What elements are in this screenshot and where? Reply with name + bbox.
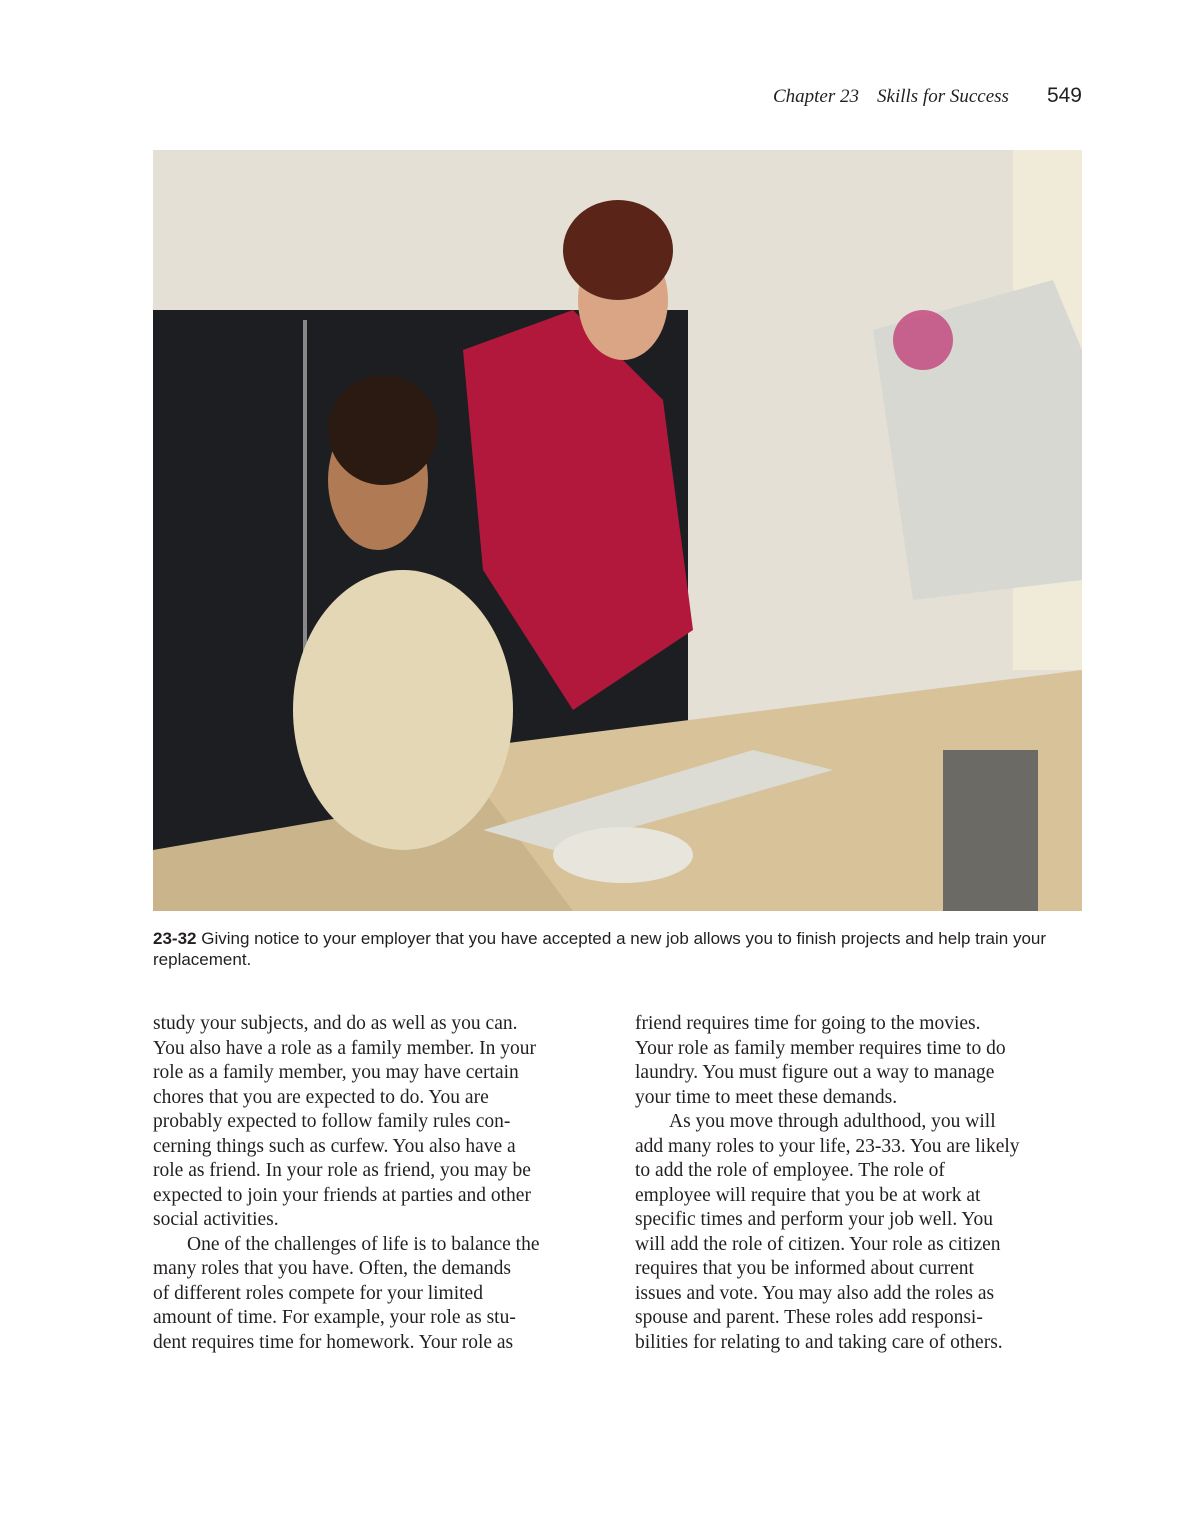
running-head bbox=[773, 84, 1082, 108]
figure-photo-office-scene bbox=[153, 150, 1082, 911]
text-line: role as friend. In your role as friend, you may be bbox=[153, 1160, 531, 1181]
text-line: One of the challenges of life is to balance the bbox=[187, 1233, 540, 1255]
text-line: requires that you be informed about current bbox=[635, 1258, 974, 1279]
body-column-right bbox=[635, 1012, 1085, 1355]
text-line: probably expected to follow family rules con- bbox=[153, 1111, 511, 1132]
text-line: to add the role of employee. The role of bbox=[635, 1160, 945, 1181]
text-line: many roles that you have. Often, the demands bbox=[153, 1258, 511, 1279]
figure-caption bbox=[153, 928, 1083, 970]
text-line: friend requires time for going to the movies. bbox=[635, 1013, 981, 1034]
text-line: bilities for relating to and taking care of others. bbox=[635, 1331, 1003, 1353]
text-line: role as a family member, you may have certain bbox=[153, 1062, 519, 1083]
chapter-label: Chapter 23 bbox=[772, 86, 860, 107]
figure-label: 23-32 bbox=[153, 929, 197, 948]
body-column-left bbox=[153, 1012, 603, 1355]
text-line: your time to meet these demands. bbox=[635, 1086, 898, 1108]
photo-illustration bbox=[153, 150, 1082, 911]
text-line: issues and vote. You may also add the roles as bbox=[635, 1282, 995, 1304]
running-head-title bbox=[773, 86, 1009, 108]
text-line: amount of time. For example, your role as stu- bbox=[153, 1307, 516, 1328]
text-line: laundry. You must figure out a way to manage bbox=[635, 1062, 995, 1083]
figure-caption-text: Giving notice to your employer that you have accepted a new job allows you to finish projects and help train your replacement. bbox=[153, 929, 1047, 969]
text-line: dent requires time for homework. Your role as bbox=[153, 1331, 514, 1353]
text-line: add many roles to your life, 23-33. You are likely bbox=[635, 1135, 1020, 1157]
text-line: You also have a role as a family member. In your bbox=[153, 1037, 537, 1059]
chapter-title: Skills for Success bbox=[877, 86, 1009, 107]
text-line: As you move through adulthood, you will bbox=[669, 1111, 996, 1132]
text-line: of different roles compete for your limited bbox=[153, 1282, 483, 1304]
text-line: expected to join your friends at parties and other bbox=[153, 1184, 531, 1206]
text-line: will add the role of citizen. Your role as citizen bbox=[635, 1233, 1001, 1255]
text-line: chores that you are expected to do. You are bbox=[153, 1086, 489, 1108]
text-line: social activities. bbox=[153, 1209, 279, 1230]
text-line: employee will require that you be at work at bbox=[635, 1184, 981, 1206]
text-line: Your role as family member requires time to do bbox=[635, 1037, 1006, 1059]
text-line: cerning things such as curfew. You also have a bbox=[153, 1135, 516, 1157]
page-number: 549 bbox=[1046, 84, 1082, 107]
text-line: study your subjects, and do as well as you can. bbox=[153, 1013, 518, 1034]
text-line: specific times and perform your job well. You bbox=[635, 1209, 993, 1230]
text-line: spouse and parent. These roles add responsi- bbox=[635, 1307, 983, 1328]
